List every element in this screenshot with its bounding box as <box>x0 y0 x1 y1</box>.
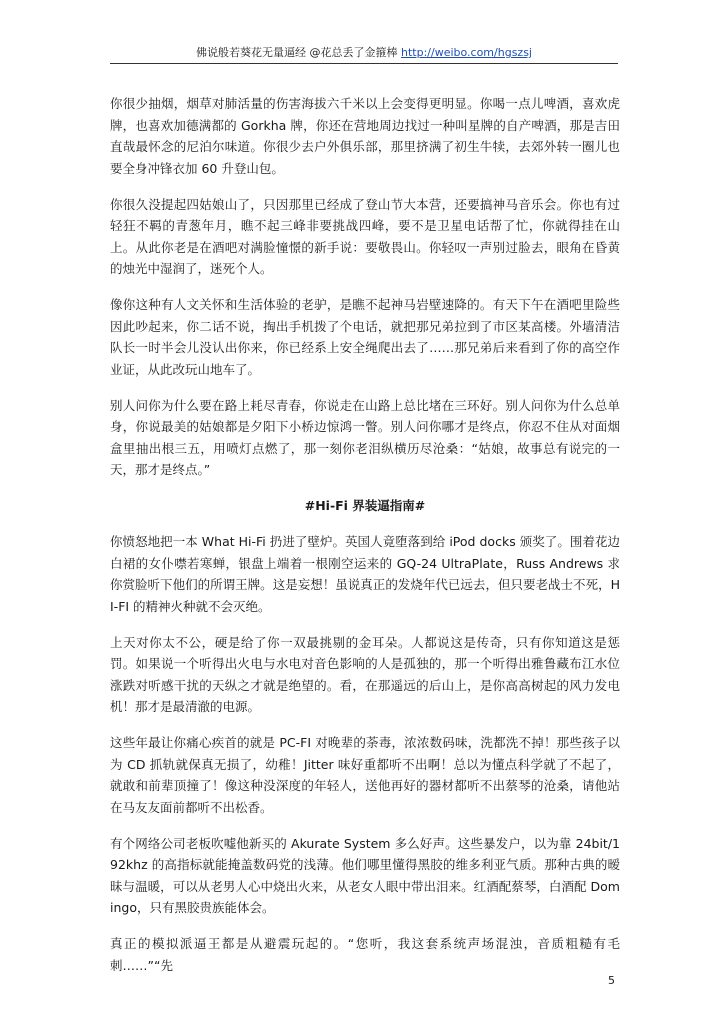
weibo-link[interactable]: http://weibo.com/hgszsj <box>401 46 532 59</box>
paragraph: 你愤怒地把一本 What Hi-Fi 扔进了壁炉。英国人竟堕落到给 iPod docks 颁奖了。围着花边白裙的女仆噤若寒蝉，银盘上端着一根刚空运来的 GQ-24 UltraPlate，Russ Andrews 求你赏脸听下他们的所谓王牌。这是妄想！虽说真正的发烧年代已远去，但只要老战士不死，HI-FI 的精神火种就不会灭绝。 <box>110 534 620 614</box>
paragraph: 你很少抽烟，烟草对肺活量的伤害海拔六千米以上会变得更明显。你喝一点儿啤酒，喜欢虎牌，也喜欢加德满都的 Gorkha 牌，你还在营地周边找过一种叫星牌的自产啤酒，那是吉田直哉最怀念的尼泊尔味道。你很少去户外俱乐部，那里挤满了初生牛犊，去郊外转一圈儿也要全身冲锋衣加 60 升登山包。 <box>110 96 620 176</box>
paragraph: 真正的模拟派逼王都是从避震玩起的。“您听，我这套系统声场混浊，音质粗糙有毛刺……”“先 <box>110 936 620 973</box>
section-title: #Hi-Fi 界装逼指南# <box>304 498 426 513</box>
paragraph: 别人问你为什么要在路上耗尽青春，你说走在山路上总比堵在三环好。别人问你为什么总单身，你说最美的姑娘都是夕阳下小桥边惊鸿一瞥。别人问你哪才是终点，你忍不住从对面烟盒里抽出根三五，用喷灯点燃了，那一刻你老泪纵横历尽沧桑：“姑娘，故事总有说完的一天，那才是终点。” <box>110 397 620 477</box>
paragraph: 上天对你太不公，硬是给了你一双最挑剔的金耳朵。人都说这是传奇，只有你知道这是惩罚。如果说一个听得出火电与水电对音色影响的人是孤独的，那一个听得出雅鲁藏布江水位涨跌对听感干扰的天纵之才就是绝望的。看，在那遥远的后山上，是你高高树起的风力发电机！那才是最清澈的电源。 <box>110 634 620 714</box>
paragraph: 有个网络公司老板吹嘘他新买的 Akurate System 多么好声。这些暴发户，以为靠 24bit/192khz 的高指标就能掩盖数码党的浅薄。他们哪里懂得黑胶的维多利亚气质。那种古典的暧昧与温暖，可以从老男人心中烧出火来，从老女人眼中带出泪来。红酒配蔡琴，白酒配 Domingo，只有黑胶贵族能体会。 <box>110 835 620 915</box>
page-number: 5 <box>608 974 615 987</box>
paragraph: 这些年最让你痛心疾首的就是 PC-FI 对晚辈的荼毒，浓浓数码味，洗都洗不掉！那些孩子以为 CD 抓轨就保真无损了，幼稚！Jitter 味好重都听不出啊！总以为懂点科学就了不起了，就敢和前辈顶撞了！像这种没深度的年轻人，送他再好的器材都听不出蔡琴的沧桑，请他站在马友友面前都听不出松香。 <box>110 735 620 815</box>
paragraph: 你很久没提起四姑娘山了，只因那里已经成了登山节大本营，还要搞神马音乐会。你也有过轻狂不羁的青葱年月，瞧不起三峰非要挑战四峰，要不是卫星电话帮了忙，你就得挂在山上。从此你老是在酒吧对满脸憧憬的新手说：要敬畏山。你轻叹一声别过脸去，眼角在昏黄的烛光中湿润了，迷死个人。 <box>110 196 620 276</box>
header-divider <box>110 63 618 64</box>
paragraph: 像你这种有人文关怀和生活体验的老驴，是瞧不起神马岩壁速降的。有天下午在酒吧里险些因此吵起来，你二话不说，掏出手机拨了个电话，就把那兄弟拉到了市区某高楼。外墙清洁队长一时半会儿没认出你来，你已经系上安全绳爬出去了……那兄弟后来看到了你的高空作业证，从此改玩山地车了。 <box>110 297 620 377</box>
document-body <box>110 93 620 991</box>
header-text: 佛说般若葵花无量逼经 @花总丢了金箍棒 <box>196 46 398 59</box>
page-header <box>110 46 618 60</box>
